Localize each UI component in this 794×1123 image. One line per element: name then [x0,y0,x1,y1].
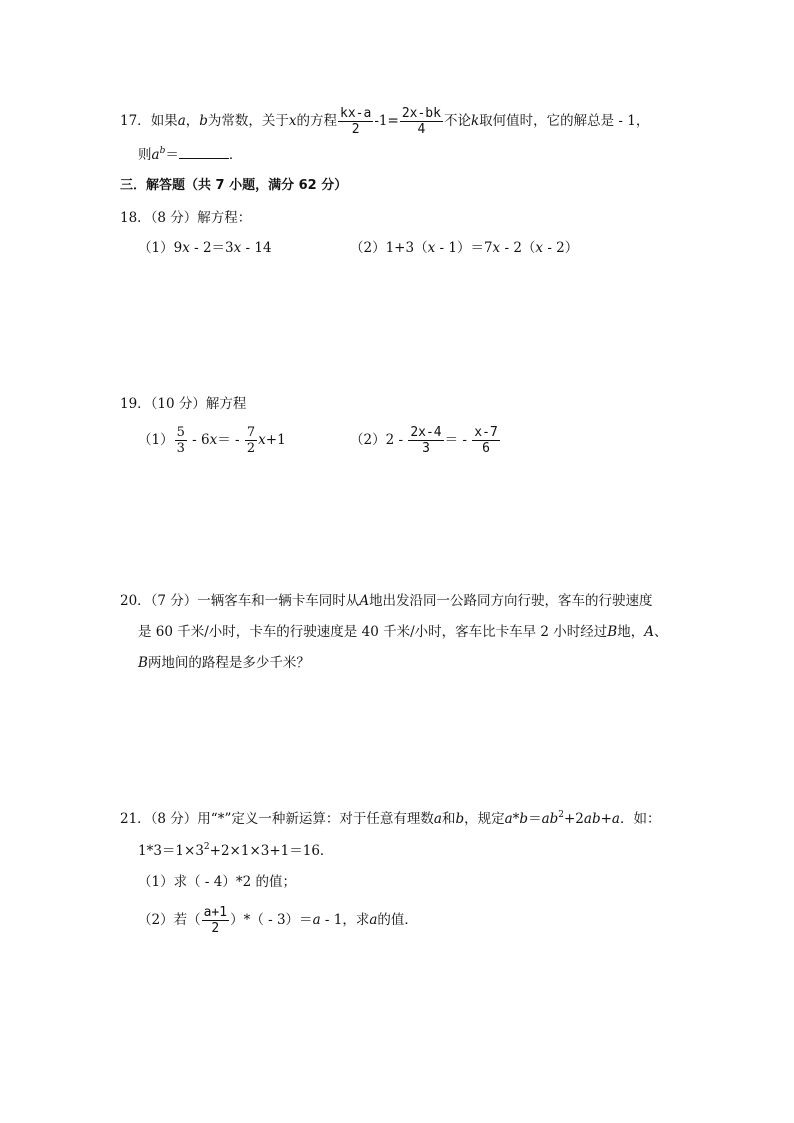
q18-heading: 18．（8 分）解方程： [120,210,252,226]
q21-line1: 21．（8 分）用“*”定义一种新运算：对于任意有理数a和b，规定$a*b=ab^2+2ab+a$．如： [120,810,661,827]
q20-line3: B两地间的路程是多少千米？ [138,655,310,671]
q17-line2: 则$a^b=$ ． [138,146,243,163]
q21-part2: （2）若（ $\frac{a+1}{2}$ ）*（ - 3）＝a - 1，求a的值． [138,905,418,936]
q17-line1: 17．如果a，b为常数，关于x的方程 $\frac{kx-a}{2}$ -1= $\frac{2x-bk}{4}$ 不论k取何值时，它的解总是 - 1， [120,106,650,137]
q19-p2-fraction-1: $\frac{2x-4}{3}$ [410,425,442,456]
answer-blank[interactable] [179,146,229,159]
q19-heading: 19．（10 分）解方程 [120,396,247,412]
q17-fraction-2: $\frac{2x-bk}{4}$ [401,106,441,137]
q20-line2: 是 60 千米/小时，卡车的行驶速度是 40 千米/小时，客车比卡车早 2 小时经过B地，A、 [138,624,668,640]
q18-part1: （1）9x - 2＝3x - 14 [138,240,272,256]
section-heading: 三．解答题（共 7 小题，满分 62 分） [120,178,348,193]
q21-p2-fraction: $\frac{a+1}{2}$ [203,905,228,936]
q19-p2-fraction-2: $\frac{x-7}{6}$ [474,425,498,456]
q18-part2: （2）1+3（x - 1）＝7x - 2（x - 2） [350,240,579,256]
q21-part1: （1）求（ - 4）*2 的值； [138,874,296,890]
q20-line1: 20．（7 分）一辆客车和一辆卡车同时从A地出发沿同一公路同方向行驶，客车的行驶速度 [120,593,653,609]
q19-part2: （2）2 - $\frac{2x-4}{3}$ ＝ - $\frac{x-7}{6}$ [350,425,498,456]
q21-line2: $1*3=1\times 3^2+2\times 1\times 3+1=16$． [138,842,334,859]
q19-p1-fraction-2: $\frac{7}{2}$ [246,425,256,456]
q17-fraction-1: $\frac{kx-a}{2}$ [340,106,372,137]
q19-part1: （1） $\frac{5}{3}$ - 6x＝ - $\frac{7}{2}$ x+1 [138,425,286,456]
q17-number: 17． [120,113,151,129]
q19-p1-fraction-1: $\frac{5}{3}$ [176,425,185,456]
